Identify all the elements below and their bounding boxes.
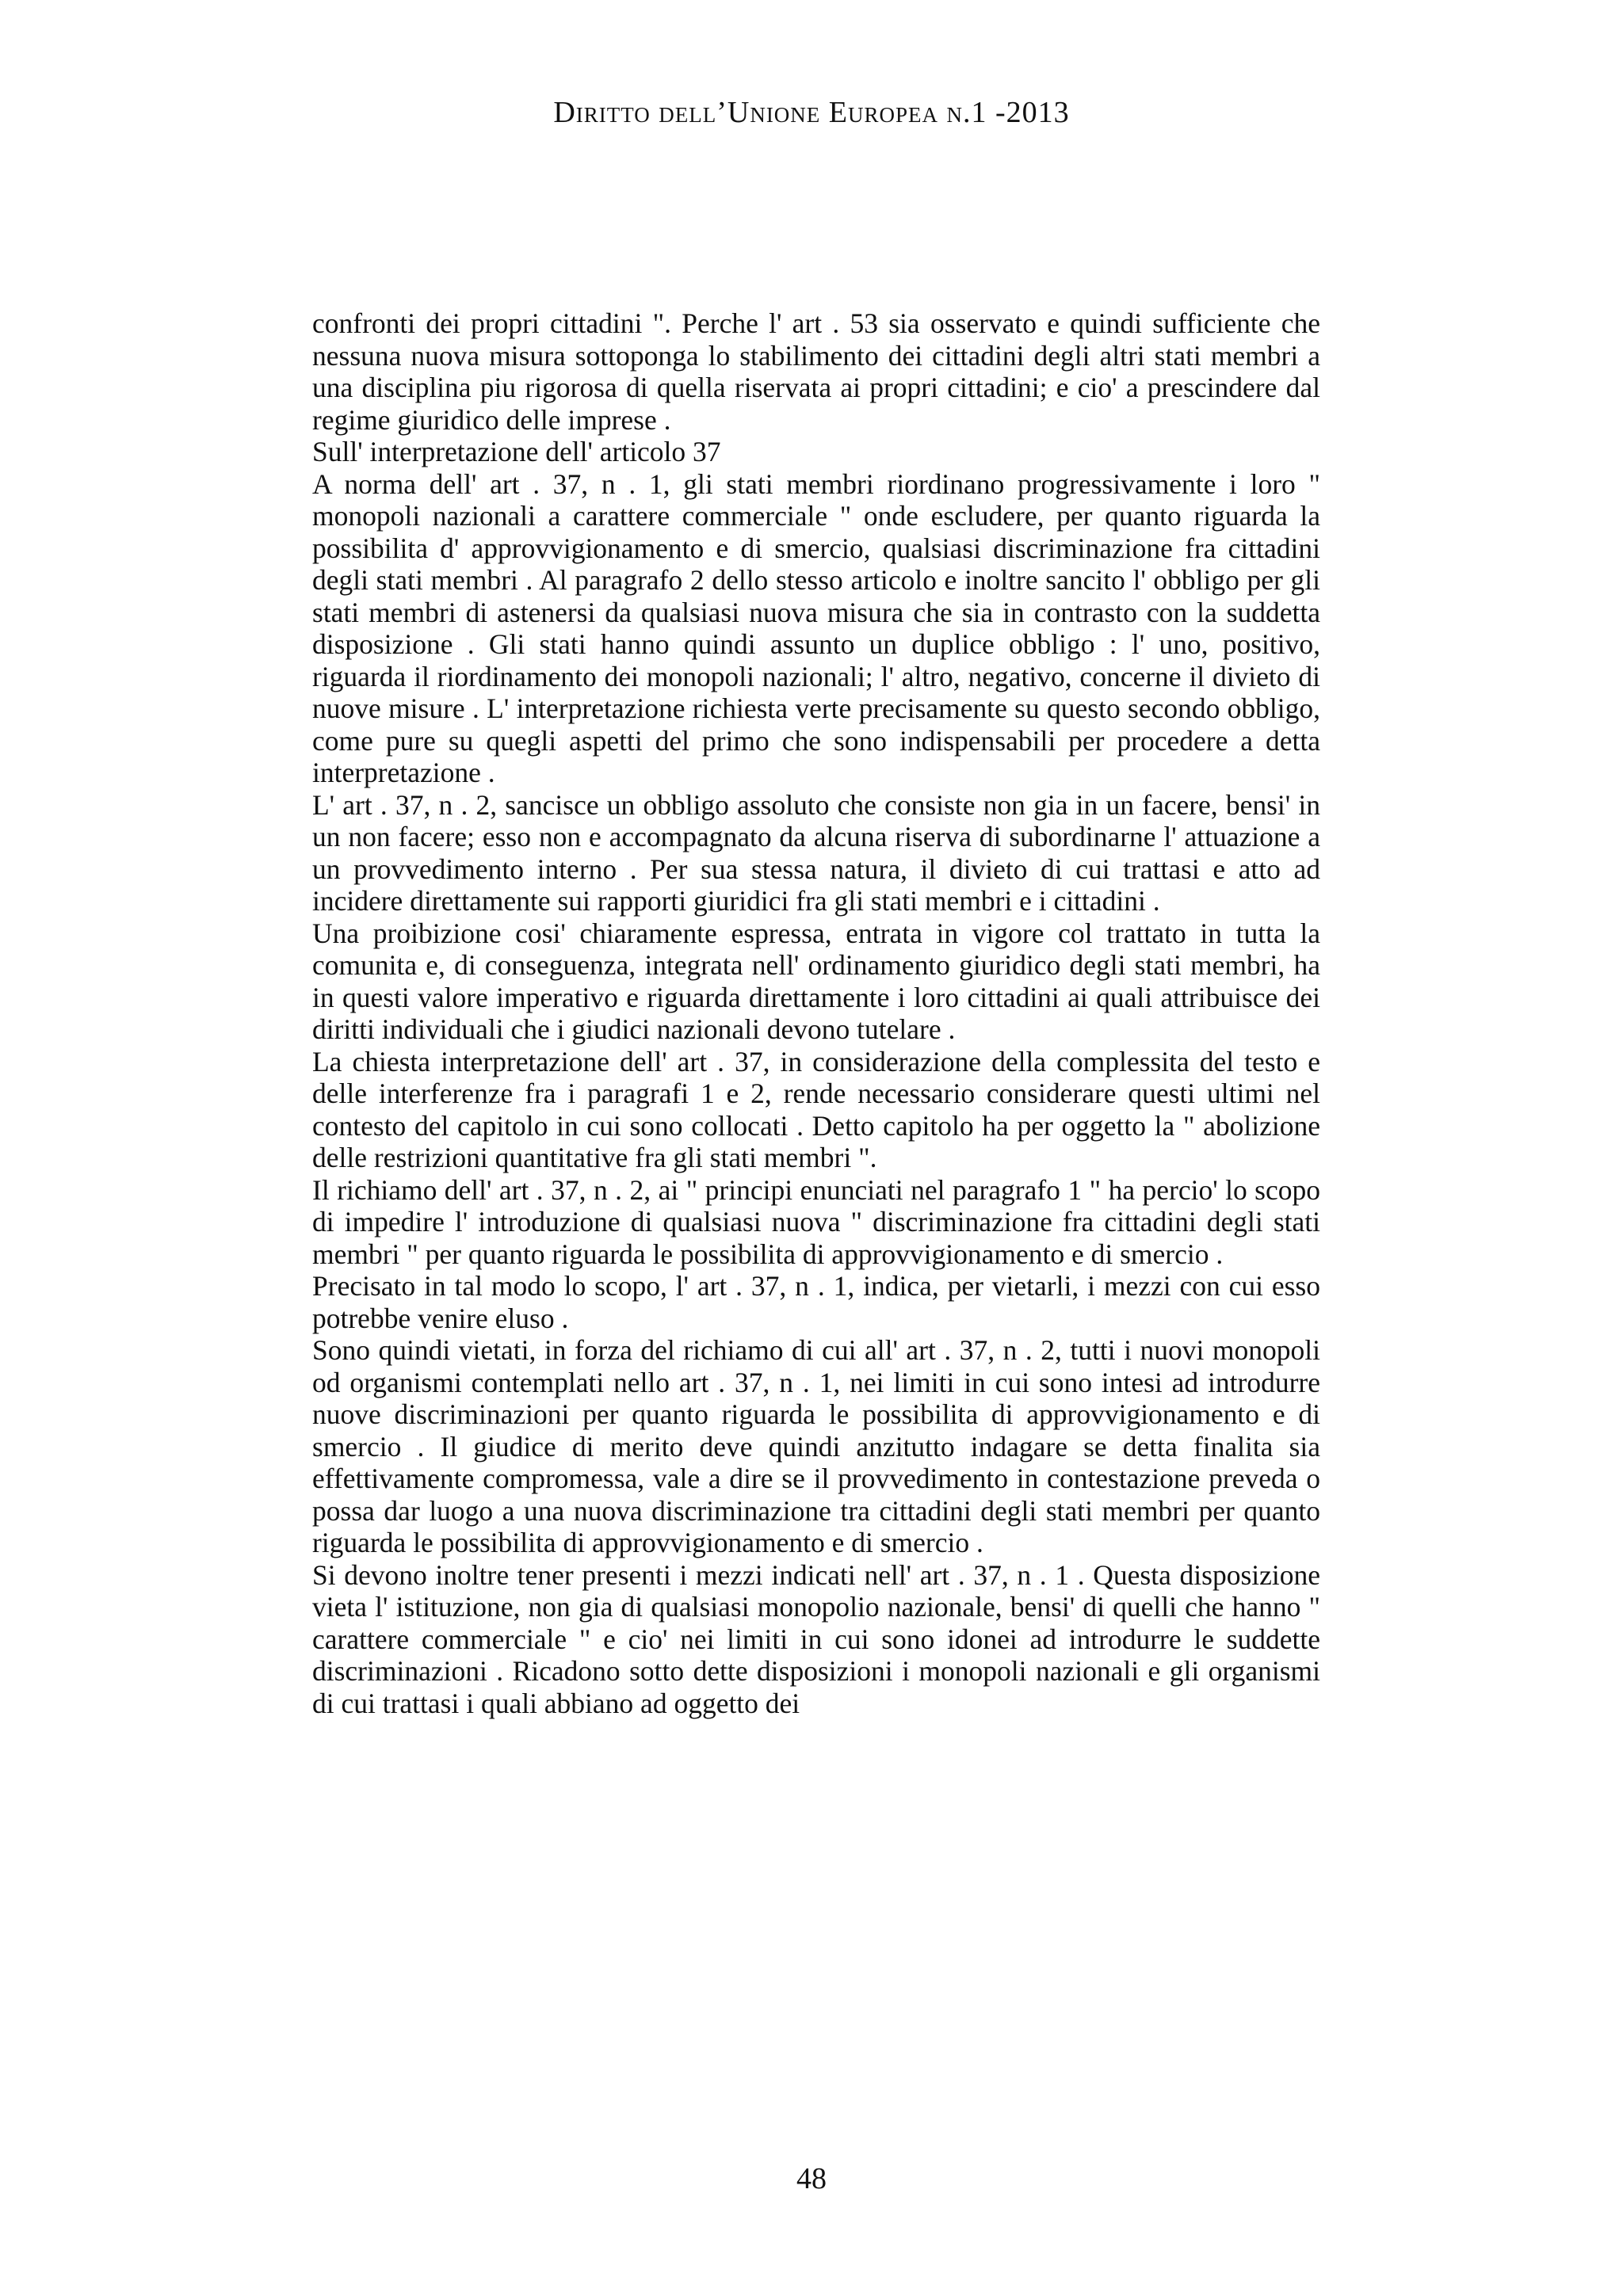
paragraph: Si devono inoltre tener presenti i mezzi indicati nell' art . 37, n . 1 . Questa disposizione vieta l' istituzione, non gia di qualsiasi monopolio nazionale, bensi' di quelli che hanno " carattere commerciale " e cio' nei limiti in cui sono idonei ad introdurre le suddette discriminazioni . Ricadono sotto dette disposizioni i monopoli nazionali e gli organismi di cui trattasi i quali abbiano ad oggetto dei: [312, 1558, 1320, 1719]
paragraph: Sono quindi vietati, in forza del richiamo di cui all' art . 37, n . 2, tutti i nuovi monopoli od organismi contemplati nello art . 37, n . 1, nei limiti in cui sono intesi ad introdurre nuove discriminazioni per quanto riguarda le possibilita di approvvigionamento e di smercio . Il giudice di merito deve quindi anzitutto indagare se detta finalita sia effettivamente compromessa, vale a dire se il provvedimento in contestazione preveda o possa dar luogo a una nuova discriminazione tra cittadini degli stati membri per quanto riguarda le possibilita di approvvigionamento e di smercio .: [312, 1334, 1320, 1558]
page-number: 48: [796, 2162, 827, 2195]
paragraph: Precisato in tal modo lo scopo, l' art . 37, n . 1, indica, per vietarli, i mezzi con cui esso potrebbe venire eluso .: [312, 1270, 1320, 1334]
paragraph: Il richiamo dell' art . 37, n . 2, ai " principi enunciati nel paragrafo 1 " ha percio' lo scopo di impedire l' introduzione di qualsiasi nuova " discriminazione fra cittadini degli stati membri " per quanto riguarda le possibilita di approvvigionamento e di smercio .: [312, 1173, 1320, 1270]
paragraph: La chiesta interpretazione dell' art . 37, in considerazione della complessita del testo e delle interferenze fra i paragrafi 1 e 2, rende necessario considerare questi ultimi nel contesto del capitolo in cui sono collocati . Detto capitolo ha per oggetto la " abolizione delle restrizioni quantitative fra gli stati membri ".: [312, 1045, 1320, 1173]
body-text: [312, 307, 1320, 1719]
paragraph: A norma dell' art . 37, n . 1, gli stati membri riordinano progressivamente i loro " monopoli nazionali a carattere commerciale " onde escludere, per quanto riguarda la possibilita d' approvvigionamento e di smercio, qualsiasi discriminazione fra cittadini degli stati membri . Al paragrafo 2 dello stesso articolo e inoltre sancito l' obbligo per gli stati membri di astenersi da qualsiasi nuova misura che sia in contrasto con la suddetta disposizione . Gli stati hanno quindi assunto un duplice obbligo : l' uno, positivo, riguarda il riordinamento dei monopoli nazionali; l' altro, negativo, concerne il divieto di nuove misure . L' interpretazione richiesta verte precisamente su questo secondo obbligo, come pure su quegli aspetti del primo che sono indispensabili per procedere a detta interpretazione .: [312, 467, 1320, 788]
paragraph: L' art . 37, n . 2, sancisce un obbligo assoluto che consiste non gia in un facere, bensi' in un non facere; esso non e accompagnato da alcuna riserva di subordinarne l' attuazione a un provvedimento interno . Per sua stessa natura, il divieto di cui trattasi e atto ad incidere direttamente sui rapporti giuridici fra gli stati membri e i cittadini .: [312, 788, 1320, 917]
running-header: Diritto dell’Unione Europea n.1 -2013: [553, 96, 1070, 129]
section-heading: Sull' interpretazione dell' articolo 37: [312, 436, 721, 467]
paragraph: confronti dei propri cittadini ". Perche l' art . 53 sia osservato e quindi sufficiente che nessuna nuova misura sottoponga lo stabilimento dei cittadini degli altri stati membri a una disciplina piu rigorosa di quella riservata ai propri cittadini; e cio' a prescindere dal regime giuridico delle imprese .: [312, 307, 1320, 436]
paragraph: Una proibizione cosi' chiaramente espressa, entrata in vigore col trattato in tutta la comunita e, di conseguenza, integrata nell' ordinamento giuridico degli stati membri, ha in questi valore imperativo e riguarda direttamente i loro cittadini ai quali attribuisce dei diritti individuali che i giudici nazionali devono tutelare .: [312, 917, 1320, 1045]
